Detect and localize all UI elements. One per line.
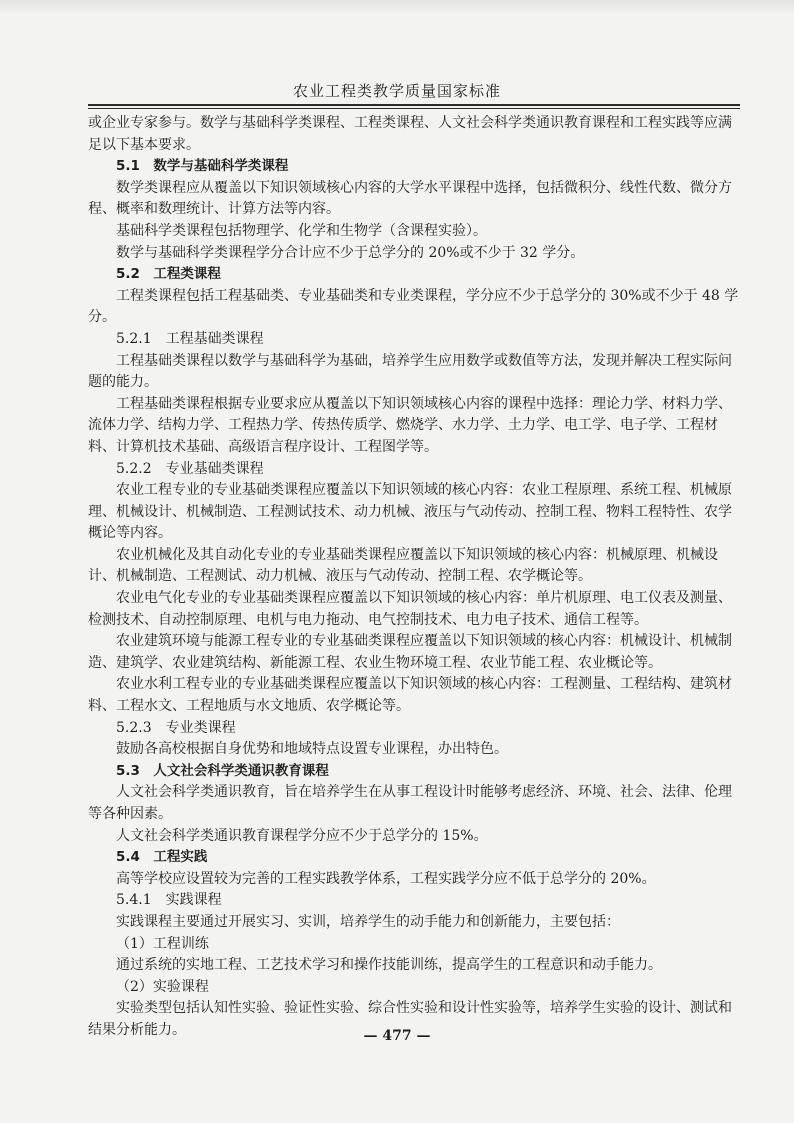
paragraph: 数学与基础科学类课程学分合计应不少于总学分的 20%或不少于 32 学分。 <box>116 244 585 261</box>
subsection-heading: 5.2.1 工程基础类课程 <box>116 330 264 347</box>
page-number: — 477 — <box>363 1028 431 1044</box>
body-text <box>88 113 744 1042</box>
section-heading: 5.3 人文社会科学类通识教育课程 <box>116 762 329 779</box>
paragraph: 农业机械化及其自动化专业的专业基础类课程应覆盖以下知识领域的核心内容：机械原理、机械设计、机械制造、工程测试、动力机械、液压与气动传动、控制工程、农学概论等。 <box>88 546 718 585</box>
paragraph: 鼓励各高校根据自身优势和地域特点设置专业课程，办出特色。 <box>116 741 508 758</box>
paragraph: 或企业专家参与。数学与基础科学类课程、工程类课程、人文社会科学类通识教育课程和工程实践等应满足以下基本要求。 <box>88 115 732 153</box>
subsection-heading: 5.2.3 专业类课程 <box>116 719 236 736</box>
running-header-title: 农业工程类教学质量国家标准 <box>292 82 501 100</box>
paragraph: 工程基础类课程根据专业要求应从覆盖以下知识领域核心内容的课程中选择：理论力学、材料力学、流体力学、结构力学、工程热力学、传热传质学、燃烧学、水力学、土力学、电工学、电子学、工程材料、计算机技术基础、高级语言程序设计、工程图学等。 <box>88 395 732 455</box>
paragraph: 农业电气化专业的专业基础类课程应覆盖以下知识领域的核心内容：单片机原理、电工仪表及测量、检测技术、自动控制原理、电机与电力拖动、电气控制技术、电力电子技术、通信工程等。 <box>88 590 732 628</box>
paragraph: 实验类型包括认知性实验、验证性实验、综合性实验和设计性实验等，培养学生实验的设计、测试和结果分析能力。 <box>88 1000 732 1038</box>
paragraph: 农业水利工程专业的专业基础类课程应覆盖以下知识领域的核心内容：工程测量、工程结构、建筑材料、工程水文、工程地质与水文地质、农学概论等。 <box>88 676 732 715</box>
header-rule-thick <box>88 104 740 106</box>
paragraph: 实践课程主要通过开展实习、实训，培养学生的动手能力和创新能力，主要包括： <box>116 913 620 930</box>
list-heading: （2）实验课程 <box>116 978 209 995</box>
subsection-heading: 5.2.2 专业基础类课程 <box>116 460 264 477</box>
section-heading: 5.1 数学与基础科学类课程 <box>116 158 289 175</box>
paragraph: 工程基础类课程以数学与基础科学为基础，培养学生应用数学或数值等方法，发现并解决工程实际问题的能力。 <box>88 352 732 391</box>
section-heading: 5.4 工程实践 <box>116 849 208 866</box>
paragraph: 人文社会科学类通识教育，旨在培养学生在从事工程设计时能够考虑经济、环境、社会、法律、伦理等各种因素。 <box>88 784 732 822</box>
paragraph: 工程类课程包括工程基础类、专业基础类和专业类课程，学分应不少于总学分的 30%或不少于 48 学分。 <box>88 287 739 326</box>
paragraph: 高等学校应设置较为完善的工程实践教学体系，工程实践学分应不低于总学分的 20%。 <box>116 870 656 887</box>
paragraph: 数学类课程应从覆盖以下知识领域核心内容的大学水平课程中选择，包括微积分、线性代数、微分方程、概率和数理统计、计算方法等内容。 <box>88 179 732 218</box>
subsection-heading: 5.4.1 实践课程 <box>116 892 222 909</box>
paragraph: 通过系统的实地工程、工艺技术学习和操作技能训练，提高学生的工程意识和动手能力。 <box>116 957 662 974</box>
list-heading: （1）工程训练 <box>116 935 209 952</box>
scan-edge-shadow <box>0 0 794 14</box>
section-heading: 5.2 工程类课程 <box>116 266 221 283</box>
paragraph: 人文社会科学类通识教育课程学分应不少于总学分的 15%。 <box>116 827 488 844</box>
header-rule-thin <box>88 108 740 109</box>
paragraph: 基础科学类课程包括物理学、化学和生物学（含课程实验）。 <box>116 222 487 239</box>
paragraph: 农业建筑环境与能源工程专业的专业基础类课程应覆盖以下知识领域的核心内容：机械设计、机械制造、建筑学、农业建筑结构、新能源工程、农业生物环境工程、农业节能工程、农业概论等。 <box>88 633 732 671</box>
paragraph: 农业工程专业的专业基础类课程应覆盖以下知识领域的核心内容：农业工程原理、系统工程、机械原理、机械设计、机械制造、工程测试技术、动力机械、液压与气动传动、控制工程、物料工程特性、农学概论等内容。 <box>88 482 732 542</box>
